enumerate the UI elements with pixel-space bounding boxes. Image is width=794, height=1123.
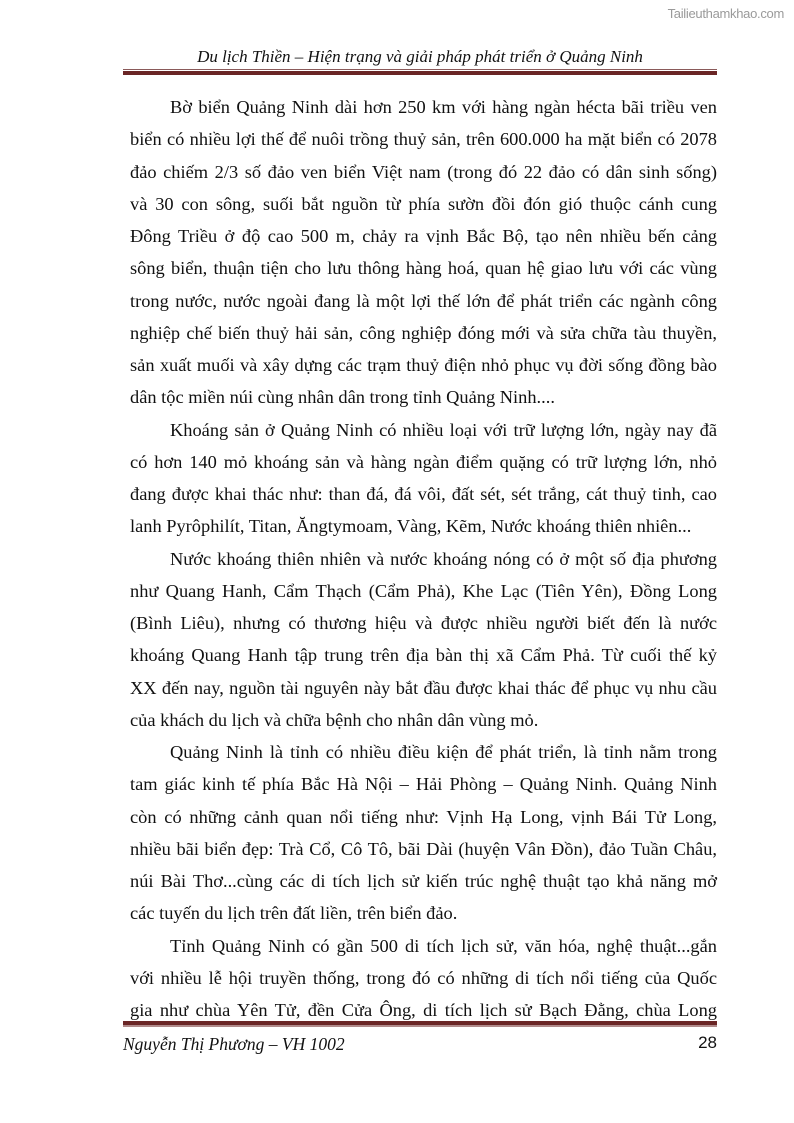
text-line: đang được khai thác như: than đá, đá vôi, đất sét, sét trắng, cát thuỷ tinh, cao	[130, 484, 717, 504]
text-line: sông biển, thuận tiện cho lưu thông hàng hoá, quan hệ giao lưu với các vùng	[130, 258, 717, 279]
paragraph	[130, 930, 717, 1027]
footer-rule	[123, 1021, 717, 1027]
footer-rule-thin	[123, 1025, 717, 1027]
paragraph	[130, 543, 717, 737]
paragraph	[130, 736, 717, 930]
text-line: với nhiều lễ hội truyền thống, trong đó có những di tích nổi tiếng của Quốc	[130, 967, 717, 988]
text-line: có hơn 140 mỏ khoáng sản và hàng ngàn điểm quặng có trữ lượng lớn, nhỏ	[130, 451, 717, 472]
text-line: biển có nhiều lợi thế để nuôi trồng thuỷ sản, trên 600.000 ha mặt biển có 2078	[130, 129, 717, 150]
text-line: núi Bài Thơ...cùng các di tích lịch sử kiến trúc nghệ thuật tạo khả năng mở	[130, 871, 717, 891]
header-rule-thick	[123, 71, 717, 75]
text-line: Quảng Ninh là tỉnh có nhiều điều kiện để phát triển, là tỉnh nằm trong	[170, 742, 717, 762]
paragraph	[130, 91, 717, 414]
text-line: dân tộc miền núi cùng nhân dân trong tỉnh Quảng Ninh....	[130, 387, 555, 408]
footer-author: Nguyễn Thị Phương – VH 1002	[123, 1034, 345, 1054]
text-line: các tuyến du lịch trên đất liền, trên biển đảo.	[130, 903, 458, 924]
text-line: XX đến nay, nguồn tài nguyên này bắt đầu được khai thác để phục vụ nhu cầu	[130, 677, 717, 698]
paragraph	[130, 414, 717, 543]
text-line: trong nước, nước ngoài đang là một lợi thế lớn để phát triển các ngành công	[130, 290, 717, 311]
text-line: lanh Pyrôphilít, Titan, Ăngtymoam, Vàng, Kẽm, Nước khoáng thiên nhiên...	[130, 516, 692, 537]
text-line: Nước khoáng thiên nhiên và nước khoáng nóng có ở một số địa phương	[170, 548, 717, 569]
body-text	[130, 91, 717, 1026]
text-line: Đông Triều ở độ cao 500 m, chảy ra vịnh Bắc Bộ, tạo nên nhiều bến cảng	[130, 226, 717, 246]
text-line: của khách du lịch và chữa bệnh cho nhân dân vùng mỏ.	[130, 709, 539, 730]
text-line: nghiệp chế biến thuỷ hải sản, công nghiệp đóng mới và sửa chữa tàu thuyền,	[130, 322, 717, 343]
text-line: Khoáng sản ở Quảng Ninh có nhiều loại với trữ lượng lớn, ngày nay đã	[170, 419, 717, 440]
text-line: như Quang Hanh, Cẩm Thạch (Cẩm Phả), Khe Lạc (Tiên Yên), Đồng Long	[130, 580, 717, 601]
header-rule	[123, 69, 717, 75]
text-line: sản xuất muối và xây dựng các trạm thuỷ điện nhỏ phục vụ đời sống đồng bào	[130, 355, 717, 375]
running-header-title: Du lịch Thiền – Hiện trạng và giải pháp phát triển ở Quảng Ninh	[197, 47, 643, 66]
text-line: tam giác kinh tế phía Bắc Hà Nội – Hải Phòng – Quảng Ninh. Quảng Ninh	[130, 774, 717, 795]
text-line: và 30 con sông, suối bắt nguồn từ phía sườn đồi đón gió thuộc cánh cung	[130, 193, 717, 214]
text-line: (Bình Liêu), nhưng có thương hiệu và được nhiều người biết đến là nước	[130, 613, 717, 633]
text-line: Bờ biển Quảng Ninh dài hơn 250 km với hàng ngàn hécta bãi triều ven	[170, 97, 717, 117]
text-line: còn có những cảnh quan nổi tiếng như: Vịnh Hạ Long, vịnh Bái Tử Long,	[130, 806, 717, 827]
page-number: 28	[698, 1033, 717, 1052]
text-line: đảo chiếm 2/3 số đảo ven biển Việt nam (trong đó 22 đảo có dân sinh sống)	[130, 161, 717, 182]
text-line: khoáng Quang Hanh tập trung trên địa bàn thị xã Cẩm Phả. Từ cuối thế kỷ	[130, 645, 717, 666]
text-line: Tỉnh Quảng Ninh có gần 500 di tích lịch sử, văn hóa, nghệ thuật...gắn	[170, 935, 717, 956]
text-line: nhiều bãi biển đẹp: Trà Cổ, Cô Tô, bãi Dài (huyện Vân Đồn), đảo Tuần Châu,	[130, 838, 717, 859]
watermark: Tailieuthamkhao.com	[667, 6, 784, 21]
text-line: gia như chùa Yên Tử, đền Cửa Ông, di tích lịch sử Bạch Đằng, chùa Long	[130, 1000, 717, 1020]
